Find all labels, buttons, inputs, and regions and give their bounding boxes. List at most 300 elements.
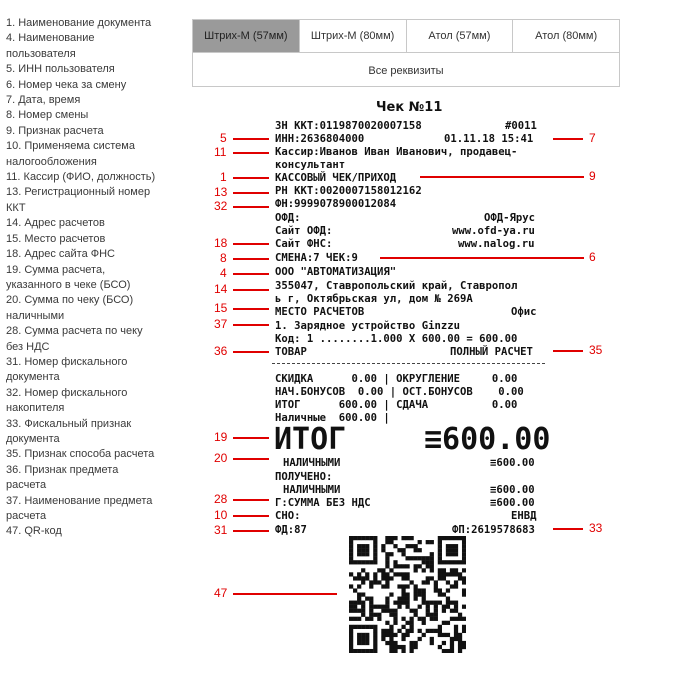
- qr-module: [353, 605, 357, 609]
- qr-module: [373, 560, 377, 564]
- qr-module: [422, 580, 426, 584]
- callout-line-28: [233, 499, 269, 501]
- qr-module: [369, 580, 373, 584]
- qr-module: [405, 621, 409, 625]
- qr-module: [361, 544, 365, 548]
- qr-module: [377, 613, 381, 617]
- qr-module: [393, 649, 397, 653]
- qr-module: [438, 633, 442, 637]
- legend-line: 7. Дата, время: [6, 94, 81, 107]
- qr-module: [458, 617, 462, 621]
- receipt-total-value: ≡600.00: [424, 422, 551, 457]
- qr-module: [434, 605, 438, 609]
- legend-line: расчета: [6, 510, 47, 522]
- legend-line: без НДС: [6, 340, 50, 353]
- legend-line: ККТ: [6, 201, 26, 214]
- qr-module: [373, 548, 377, 552]
- qr-module: [393, 560, 397, 564]
- qr-module: [349, 629, 353, 633]
- qr-module: [385, 601, 389, 605]
- qr-module: [401, 572, 405, 576]
- qr-module: [401, 617, 405, 621]
- receipt-no-vat-label: Г:СУММА БЕЗ НДС: [275, 497, 371, 509]
- qr-module: [430, 601, 434, 605]
- qr-module: [361, 552, 365, 556]
- qr-module: [446, 572, 450, 576]
- receipt-doc-no: #0011: [505, 120, 537, 132]
- qr-module: [442, 576, 446, 580]
- legend-line: 1. Наименование документа: [6, 17, 152, 29]
- qr-module: [357, 572, 361, 576]
- qr-module: [361, 592, 365, 596]
- receipt-received-cash-label: НАЛИЧНЫМИ: [283, 484, 341, 496]
- qr-module: [369, 625, 373, 629]
- qr-module: [373, 633, 377, 637]
- callout-32: 32: [214, 199, 228, 213]
- qr-module: [349, 548, 353, 552]
- legend-line: 10. Применяема система: [6, 140, 135, 153]
- qr-module: [393, 564, 397, 568]
- qr-module: [414, 597, 418, 601]
- qr-module: [410, 556, 414, 560]
- qr-module: [422, 601, 426, 605]
- legend-line: 20. Сумма по чеку (БСО): [6, 294, 134, 307]
- qr-module: [405, 556, 409, 560]
- receipt-type: КАССОВЫЙ ЧЕК/ПРИХОД: [275, 172, 397, 184]
- qr-module: [438, 536, 442, 540]
- qr-module: [446, 552, 450, 556]
- qr-module: [422, 617, 426, 621]
- receipt-no-vat-value: ≡600.00: [490, 497, 535, 509]
- qr-module: [414, 568, 418, 572]
- qr-module: [361, 641, 365, 645]
- qr-module: [462, 556, 466, 560]
- qr-module: [442, 649, 446, 653]
- qr-module: [397, 605, 401, 609]
- qr-module: [357, 601, 361, 605]
- qr-module: [430, 560, 434, 564]
- tab-all-requisites[interactable]: Все реквизиты: [368, 64, 444, 77]
- qr-module: [369, 605, 373, 609]
- qr-module: [401, 588, 405, 592]
- qr-module: [454, 580, 458, 584]
- qr-module: [442, 621, 446, 625]
- qr-module: [361, 560, 365, 564]
- callout-line-15: [233, 308, 269, 310]
- qr-module: [446, 605, 450, 609]
- qr-module: [430, 613, 434, 617]
- qr-module: [385, 560, 389, 564]
- qr-module: [426, 556, 430, 560]
- qr-module: [361, 576, 365, 580]
- callout-line-14: [233, 289, 269, 291]
- qr-module: [349, 637, 353, 641]
- qr-module: [385, 629, 389, 633]
- qr-module: [438, 592, 442, 596]
- qr-module: [414, 584, 418, 588]
- qr-module: [438, 552, 442, 556]
- qr-module: [369, 609, 373, 613]
- qr-module: [454, 609, 458, 613]
- qr-module: [389, 609, 393, 613]
- qr-module: [450, 617, 454, 621]
- qr-module: [401, 584, 405, 588]
- qr-module: [389, 645, 393, 649]
- qr-module: [454, 601, 458, 605]
- qr-module: [430, 540, 434, 544]
- qr-module: [401, 601, 405, 605]
- qr-module: [450, 568, 454, 572]
- qr-module: [410, 645, 414, 649]
- qr-module: [365, 576, 369, 580]
- qr-module: [353, 560, 357, 564]
- qr-module: [397, 601, 401, 605]
- qr-module: [389, 637, 393, 641]
- qr-module: [410, 609, 414, 613]
- qr-module: [414, 588, 418, 592]
- qr-module: [454, 552, 458, 556]
- qr-module: [422, 588, 426, 592]
- qr-module: [422, 560, 426, 564]
- qr-module: [426, 560, 430, 564]
- qr-module: [365, 637, 369, 641]
- qr-module: [357, 609, 361, 613]
- qr-module: [349, 625, 353, 629]
- qr-module: [389, 592, 393, 596]
- qr-module: [401, 576, 405, 580]
- callout-line-18: [233, 243, 269, 245]
- callout-8: 8: [220, 251, 227, 265]
- qr-module: [393, 641, 397, 645]
- qr-module: [349, 633, 353, 637]
- tab-shtrih-57[interactable]: Штрих-М (57мм): [193, 20, 300, 52]
- qr-module: [462, 580, 466, 584]
- qr-module: [369, 536, 373, 540]
- receipt-shift: СМЕНА:7 ЧЕК:9: [275, 252, 358, 264]
- qr-module: [365, 617, 369, 621]
- qr-module: [410, 544, 414, 548]
- receipt-cashier-line1: Кассир:Иванов Иван Иванович, продавец-: [275, 146, 518, 158]
- qr-module: [410, 649, 414, 653]
- qr-module: [458, 637, 462, 641]
- receipt-cash-label: НАЛИЧНЫМИ: [283, 457, 341, 469]
- qr-module: [454, 617, 458, 621]
- qr-module: [454, 572, 458, 576]
- qr-module: [442, 641, 446, 645]
- qr-module: [385, 609, 389, 613]
- qr-module: [454, 637, 458, 641]
- callout-line-19: [233, 437, 269, 439]
- qr-module: [369, 613, 373, 617]
- qr-module: [434, 629, 438, 633]
- qr-module: [373, 556, 377, 560]
- qr-module: [438, 544, 442, 548]
- qr-module: [353, 601, 357, 605]
- callout-18: 18: [214, 236, 228, 250]
- qr-module: [349, 544, 353, 548]
- receipt-ofd-site-value: www.ofd-ya.ru: [452, 225, 535, 237]
- qr-module: [397, 584, 401, 588]
- qr-module: [357, 597, 361, 601]
- qr-module: [361, 601, 365, 605]
- qr-module: [349, 649, 353, 653]
- qr-module: [349, 617, 353, 621]
- qr-module: [401, 536, 405, 540]
- callout-4: 4: [220, 266, 227, 280]
- qr-module: [373, 637, 377, 641]
- qr-module: [446, 601, 450, 605]
- qr-module: [450, 572, 454, 576]
- qr-module: [377, 580, 381, 584]
- tab-shtrih-80[interactable]: Штрих-М (80мм): [300, 20, 407, 52]
- qr-module: [389, 540, 393, 544]
- qr-module: [353, 649, 357, 653]
- legend-line: 5. ИНН пользователя: [6, 63, 115, 76]
- qr-module: [349, 605, 353, 609]
- qr-module: [418, 564, 422, 568]
- receipt-item-calc: Код: 1 ........1.000 X 600.00 = 600.00: [275, 333, 518, 345]
- qr-module: [365, 597, 369, 601]
- qr-module: [405, 576, 409, 580]
- qr-module: [426, 580, 430, 584]
- qr-module: [397, 645, 401, 649]
- qr-module: [422, 621, 426, 625]
- qr-module: [385, 552, 389, 556]
- qr-module: [389, 629, 393, 633]
- qr-module: [393, 601, 397, 605]
- qr-module: [446, 580, 450, 584]
- qr-module: [361, 548, 365, 552]
- qr-module: [357, 637, 361, 641]
- receipt-full-payment: ПОЛНЫЙ РАСЧЕТ: [450, 346, 533, 358]
- qr-module: [385, 597, 389, 601]
- qr-module: [438, 625, 442, 629]
- receipt-title: Чек №11: [376, 100, 443, 115]
- qr-module: [357, 625, 361, 629]
- callout-14: 14: [214, 282, 228, 296]
- qr-module: [462, 560, 466, 564]
- receipt-fd: ФД:87: [275, 524, 307, 536]
- qr-module: [373, 605, 377, 609]
- qr-module: [381, 605, 385, 609]
- tab-atol-80[interactable]: Атол (80мм): [535, 30, 598, 42]
- qr-module: [462, 552, 466, 556]
- callout-line-8: [233, 258, 269, 260]
- qr-module: [418, 548, 422, 552]
- qr-module: [381, 629, 385, 633]
- qr-module: [426, 613, 430, 617]
- qr-module: [442, 536, 446, 540]
- legend-line: 33. Фискальный признак: [6, 417, 132, 430]
- qr-module: [410, 625, 414, 629]
- legend-line: 47. QR-код: [6, 525, 62, 538]
- callout-line-13: [233, 192, 269, 194]
- qr-module: [434, 617, 438, 621]
- receipt-zn: ЗН ККТ:0119870020007158: [275, 120, 422, 132]
- qr-module: [361, 649, 365, 653]
- qr-module: [393, 617, 397, 621]
- qr-module: [357, 552, 361, 556]
- legend-line: 9. Признак расчета: [6, 124, 104, 137]
- callout-line-47: [233, 593, 337, 595]
- qr-module: [369, 617, 373, 621]
- callout-line-1: [233, 177, 269, 179]
- qr-module: [365, 544, 369, 548]
- qr-module: [385, 576, 389, 580]
- qr-module: [377, 605, 381, 609]
- qr-module: [353, 536, 357, 540]
- qr-module: [389, 625, 393, 629]
- qr-module: [454, 568, 458, 572]
- qr-module: [389, 613, 393, 617]
- qr-module: [450, 601, 454, 605]
- qr-module: [377, 617, 381, 621]
- qr-module: [438, 588, 442, 592]
- qr-module: [405, 572, 409, 576]
- qr-module: [442, 572, 446, 576]
- qr-module: [361, 568, 365, 572]
- callout-5: 5: [220, 131, 227, 145]
- qr-module: [462, 592, 466, 596]
- qr-module: [418, 588, 422, 592]
- qr-module: [426, 629, 430, 633]
- qr-module: [462, 536, 466, 540]
- qr-module: [458, 649, 462, 653]
- callout-line-9: [420, 176, 584, 178]
- qr-module: [458, 633, 462, 637]
- qr-module: [414, 592, 418, 596]
- qr-module: [349, 540, 353, 544]
- receipt-received-label: ПОЛУЧЕНО:: [275, 471, 333, 483]
- qr-module: [405, 601, 409, 605]
- qr-module: [377, 568, 381, 572]
- qr-module: [361, 580, 365, 584]
- qr-module: [450, 645, 454, 649]
- receipt-item-name: 1. Зарядное устройство Ginzzu: [275, 320, 460, 332]
- qr-module: [401, 645, 405, 649]
- qr-module: [369, 584, 373, 588]
- qr-module: [442, 605, 446, 609]
- qr-module: [361, 613, 365, 617]
- qr-module: [430, 564, 434, 568]
- qr-module: [361, 633, 365, 637]
- qr-module: [458, 645, 462, 649]
- qr-module: [422, 597, 426, 601]
- receipt-ofd-value: ОФД-Ярус: [484, 212, 536, 224]
- callout-47: 47: [214, 586, 228, 600]
- callout-20: 20: [214, 451, 228, 465]
- legend-line: 37. Наименование предмета: [6, 494, 153, 507]
- legend-line: налогообложения: [6, 155, 97, 168]
- qr-module: [385, 540, 389, 544]
- qr-module: [349, 560, 353, 564]
- receipt-rn: РН ККТ:0020007158012162: [275, 185, 422, 197]
- receipt-ofd-label: ОФД:: [275, 212, 301, 224]
- receipt-received-cash-value: ≡600.00: [490, 484, 535, 496]
- qr-module: [381, 572, 385, 576]
- qr-module: [450, 552, 454, 556]
- qr-module: [410, 641, 414, 645]
- callout-line-7: [553, 138, 583, 140]
- receipt-address-line2: ь г, Октябрьская ул, дом № 269А: [275, 293, 473, 305]
- qr-module: [393, 572, 397, 576]
- qr-module: [442, 560, 446, 564]
- qr-code: [349, 536, 466, 653]
- qr-module: [414, 564, 418, 568]
- qr-module: [462, 625, 466, 629]
- receipt-fp: ФП:2619578683: [452, 524, 535, 536]
- qr-module: [385, 633, 389, 637]
- qr-module: [458, 560, 462, 564]
- callout-line-33: [553, 528, 583, 530]
- qr-module: [446, 633, 450, 637]
- qr-module: [373, 544, 377, 548]
- qr-module: [430, 629, 434, 633]
- qr-module: [385, 641, 389, 645]
- qr-module: [450, 609, 454, 613]
- qr-module: [442, 633, 446, 637]
- tab-atol-57[interactable]: Атол (57мм): [407, 20, 514, 52]
- qr-module: [357, 641, 361, 645]
- qr-module: [357, 544, 361, 548]
- callout-line-6: [380, 257, 584, 259]
- receipt-divider: [272, 363, 545, 364]
- qr-module: [438, 556, 442, 560]
- qr-module: [426, 540, 430, 544]
- qr-module: [385, 584, 389, 588]
- qr-module: [426, 601, 430, 605]
- legend-line: 18. Адрес сайта ФНС: [6, 248, 115, 261]
- printer-tabs: [192, 19, 620, 87]
- qr-module: [393, 645, 397, 649]
- qr-module: [397, 597, 401, 601]
- qr-module: [401, 548, 405, 552]
- callout-line-37: [233, 324, 269, 326]
- qr-module: [438, 572, 442, 576]
- qr-module: [434, 601, 438, 605]
- qr-module: [365, 625, 369, 629]
- qr-module: [393, 609, 397, 613]
- qr-module: [462, 629, 466, 633]
- receipt-sno-label: СНО:: [275, 510, 301, 522]
- qr-module: [373, 580, 377, 584]
- qr-module: [458, 613, 462, 617]
- callout-line-11: [233, 152, 269, 154]
- receipt-place-value: Офис: [511, 306, 537, 318]
- qr-module: [401, 597, 405, 601]
- qr-module: [442, 568, 446, 572]
- receipt-summary-row2: НАЧ.БОНУСОВ 0.00 | ОСТ.БОНУСОВ 0.00: [275, 386, 524, 398]
- qr-module: [454, 629, 458, 633]
- qr-module: [381, 633, 385, 637]
- receipt-place-label: МЕСТО РАСЧЕТОВ: [275, 306, 365, 318]
- qr-module: [414, 641, 418, 645]
- qr-module: [349, 552, 353, 556]
- qr-module: [349, 645, 353, 649]
- qr-module: [361, 609, 365, 613]
- qr-module: [349, 641, 353, 645]
- legend-line: 4. Наименование: [6, 32, 95, 45]
- qr-module: [357, 560, 361, 564]
- qr-module: [422, 592, 426, 596]
- qr-module: [454, 548, 458, 552]
- qr-module: [401, 633, 405, 637]
- qr-module: [369, 560, 373, 564]
- qr-module: [418, 617, 422, 621]
- qr-module: [373, 540, 377, 544]
- qr-module: [458, 536, 462, 540]
- qr-module: [462, 576, 466, 580]
